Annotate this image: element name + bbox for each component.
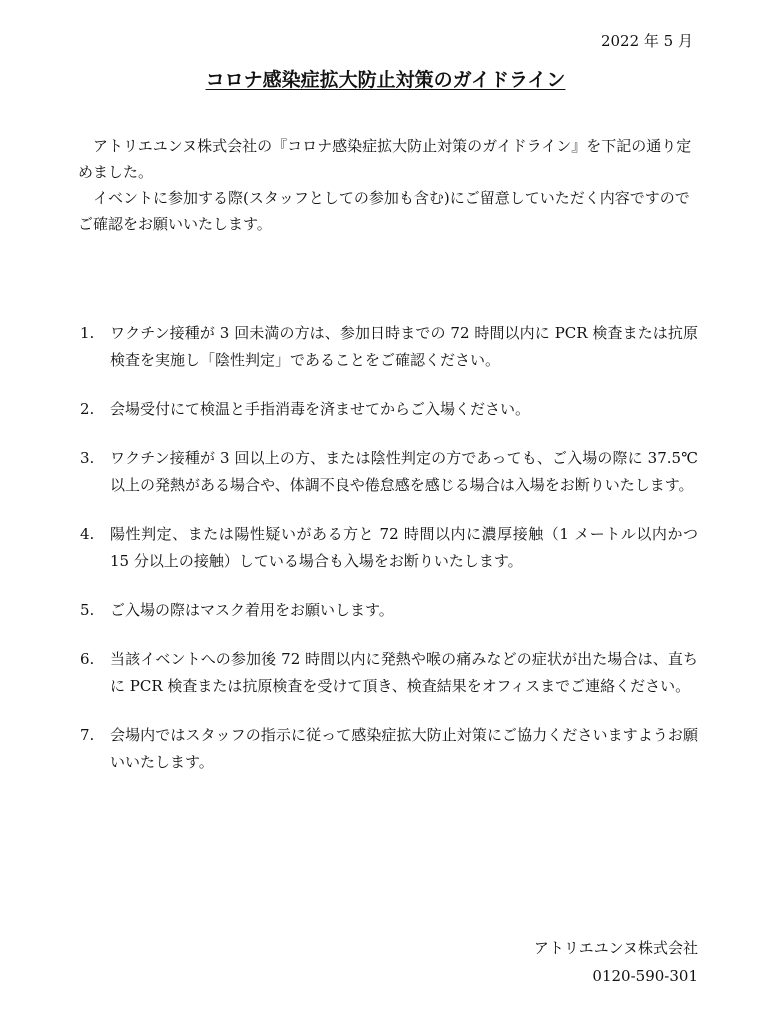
item-text: 陽性判定、または陽性疑いがある方と 72 時間以内に濃厚接触（1 メートル以内かつ 15 分以上の接触）している場合も入場をお断りいたします。 [110,525,698,570]
item-number: 1. [80,324,95,342]
guideline-item [78,521,698,575]
intro-paragraph: アトリエユンヌ株式会社の『コロナ感染症拡大防止対策のガイドライン』を下記の通り定めました。 [78,137,692,181]
item-number: 6. [80,650,95,668]
item-text: 会場内ではスタッフの指示に従って感染症拡大防止対策にご協力くださいますようお願いいたします。 [110,726,698,771]
intro-section [78,133,698,237]
item-number: 5. [80,601,95,619]
item-text: ワクチン接種が 3 回以上の方、または陰性判定の方であっても、ご入場の際に 37.5℃以上の発熱がある場合や、体調不良や倦怠感を感じる場合は入場をお断りいたします。 [110,449,698,494]
item-number: 7. [80,726,95,744]
footer [534,934,698,990]
item-text: ご入場の際はマスク着用をお願いします。 [110,601,394,619]
guideline-item [78,722,698,776]
item-text: 会場受付にて検温と手指消毒を済ませてからご入場ください。 [110,400,531,418]
document-title-text: コロナ感染症拡大防止対策のガイドライン [205,69,566,91]
item-text: ワクチン接種が 3 回未満の方は、参加日時までの 72 時間以内に PCR 検査または抗原検査を実施し「陰性判定」であることをご確認ください。 [110,324,698,369]
guideline-item [78,646,698,700]
company-name: アトリエユンヌ株式会社 [533,939,698,957]
guideline-list [78,320,698,798]
document-title [0,67,771,93]
item-number: 2. [80,400,95,418]
guideline-item [78,445,698,499]
issue-date: 2022 年 5 月 [600,32,693,50]
item-number: 3. [80,449,95,467]
item-text: 当該イベントへの参加後 72 時間以内に発熱や喉の痛みなどの症状が出た場合は、直ちに PCR 検査または抗原検査を受けて頂き、検査結果をオフィスまでご連絡ください。 [110,650,698,695]
guideline-item [78,396,698,423]
guideline-item [78,320,698,374]
guideline-item [78,597,698,624]
intro-paragraph: イベントに参加する際(スタッフとしての参加も含む)にご留意していただく内容ですのでご確認をお願いいたします。 [78,189,690,233]
phone-number: 0120-590-301 [592,967,698,985]
item-number: 4. [80,525,95,543]
